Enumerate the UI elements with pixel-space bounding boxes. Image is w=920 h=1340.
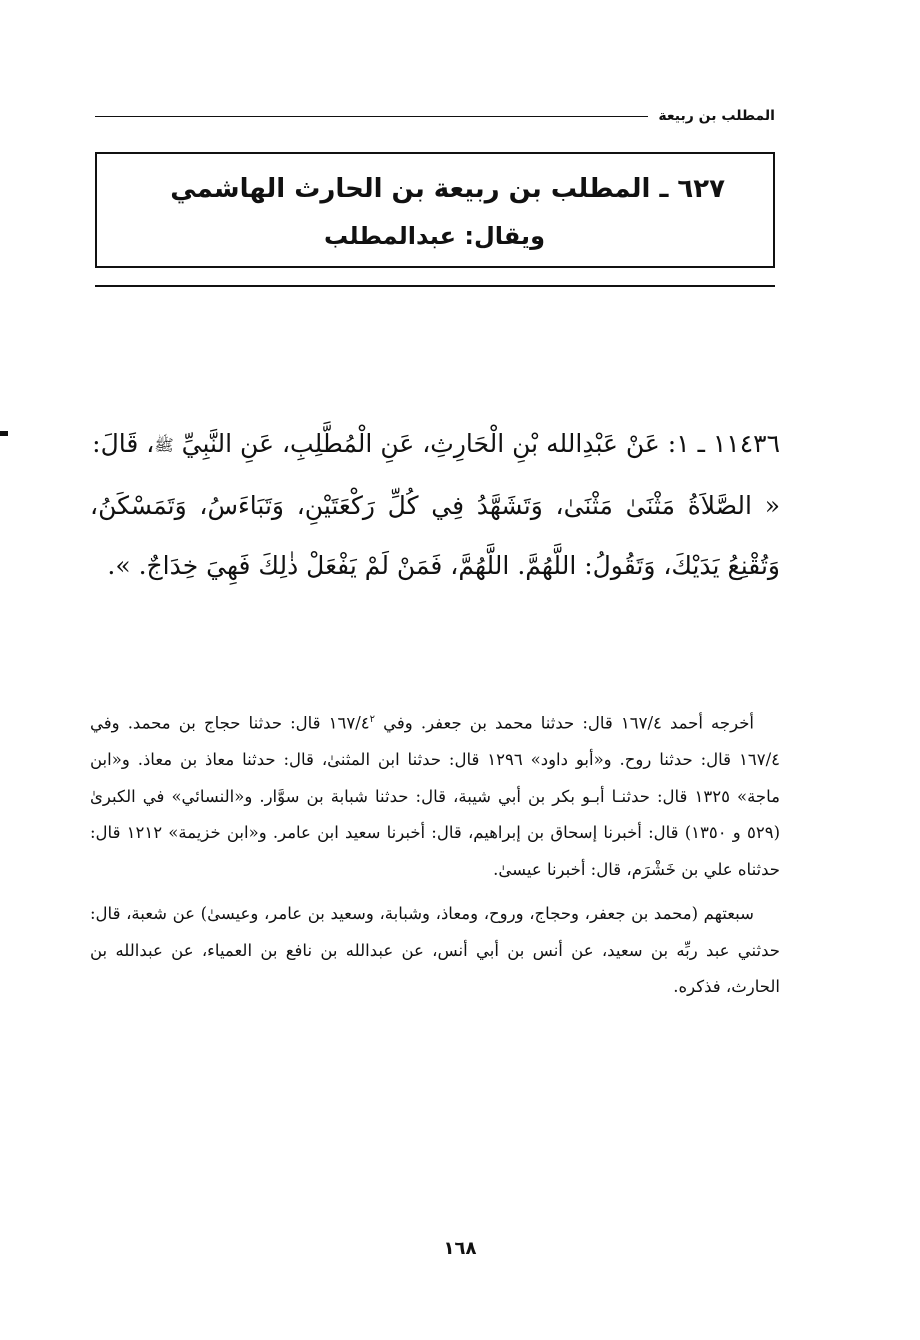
hadith-number: ١١٤٣٦ ـ ١: — [667, 429, 780, 458]
entry-alt-name: ويقال: عبدالمطلب — [324, 222, 545, 250]
margin-mark — [0, 431, 8, 436]
takhrij-paragraph-2: سبعتهم (محمد بن جعفر، وحجاج، وروح، ومعاذ، وشبابة، وسعيد بن عامر، وعيسىٰ) عن شعبة، قال: حدثني عبد ربِّه بن سعيد، عن أنس بن أبي أنس، عن عبدالله بن نافع بن العمياء، عن عبدالله بن الحارث، فذكره. — [90, 904, 780, 996]
header-rule — [95, 116, 648, 117]
takhrij-section — [90, 702, 780, 1006]
entry-title-box — [95, 152, 775, 268]
takhrij-text-b: قال: حدثنا حجاج بن محمد. وفي ١٦٧/٤ قال: حدثنا روح. و«أبو داود» ١٢٩٦ قال: حدثنا ابن المثنىٰ، قال: حدثنا معاذ بن معاذ. و«ابن ماجة» ١٣٢٥ قال: حدثنـا أبـو بكر بن أبي شيبة، قال: حدثنا شبابة بن سوَّار. و«النسائي» في الكبرىٰ (٥٢٩ و ١٣٥٠) قال: أخبرنا إسحاق بن إبراهيم، قال: أخبرنا سعيد ابن عامر. و«ابن خزيمة» ١٢١٢ قال: حدثناه علي بن خَشْرَم، قال: أخبرنا عيسىٰ. — [90, 713, 780, 879]
prophet-honorific: ﷺ — [154, 435, 174, 455]
hadith-matn: « الصَّلاَةُ مَثْنَىٰ مَثْنَىٰ، وَتَشَهَّدُ فِي كُلِّ رَكْعَتَيْنِ، وَتَبَاءَسُ، وَتَمَسْكَنُ، وَتُقْنِعُ يَدَيْكَ، وَتَقُولُ: اللَّهُمَّ. اللَّهُمَّ، فَمَنْ لَمْ يَفْعَلْ ذٰلِكَ فَهِيَ خِدَاجٌ. ». — [90, 490, 780, 580]
takhrij-paragraph-1 — [90, 702, 780, 888]
hadith-qal: ، قَالَ: — [92, 429, 155, 458]
page-header — [95, 102, 775, 130]
takhrij-text-a: أخرجه أحمد ١٦٧/٤ قال: حدثنا محمد بن جعفر. وفي ١٦٧/٤ — [328, 713, 754, 733]
running-title: المطلب بن ربيعة — [658, 108, 775, 124]
title-underline-rule — [95, 285, 775, 287]
hadith-text — [90, 414, 780, 596]
footnote-marker: ٢ — [369, 714, 376, 725]
entry-title: ٦٢٧ ـ المطلب بن ربيعة بن الحارث الهاشمي — [170, 174, 725, 204]
hadith-isnad: عَنْ عَبْدِالله بْنِ الْحَارِثِ، عَنِ الْمُطَّلِبِ، عَنِ النَّبِيِّ — [181, 429, 660, 458]
page-number: ١٦٨ — [443, 1238, 477, 1259]
